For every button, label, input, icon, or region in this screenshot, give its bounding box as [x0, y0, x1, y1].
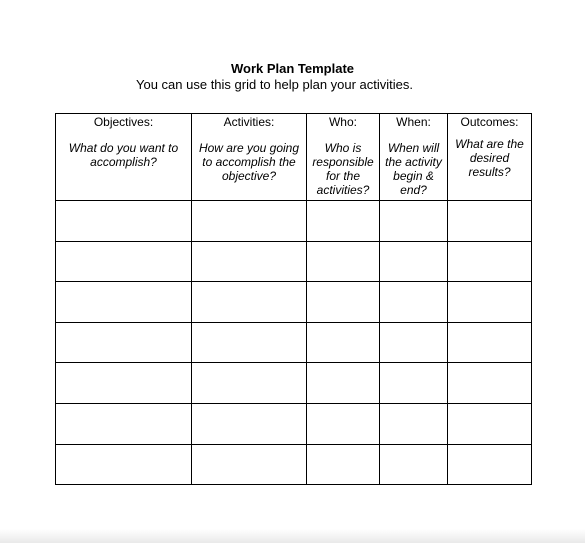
activity-cell[interactable] — [192, 403, 307, 444]
work-plan-grid — [55, 113, 532, 485]
column-heading: Who: — [328, 115, 357, 129]
objective-cell[interactable] — [56, 444, 192, 485]
who-cell[interactable] — [307, 282, 380, 323]
when-cell[interactable] — [380, 241, 448, 282]
page-bottom-shadow — [0, 529, 585, 543]
when-cell[interactable] — [380, 403, 448, 444]
outcome-cell[interactable] — [448, 322, 532, 363]
when-cell[interactable] — [380, 282, 448, 323]
when-cell[interactable] — [380, 444, 448, 485]
activity-cell[interactable] — [192, 444, 307, 485]
column-question: When will the activity begin & end? — [385, 141, 442, 197]
outcome-cell[interactable] — [448, 201, 532, 242]
activity-cell[interactable] — [192, 363, 307, 404]
when-cell[interactable] — [380, 322, 448, 363]
who-cell[interactable] — [307, 363, 380, 404]
column-question: What do you want to accomplish? — [68, 141, 179, 169]
objective-cell[interactable] — [56, 201, 192, 242]
who-cell[interactable] — [307, 201, 380, 242]
outcome-cell[interactable] — [448, 444, 532, 485]
column-who — [307, 114, 380, 201]
table-row — [56, 363, 532, 404]
column-question: Who is responsible for the activities? — [312, 141, 374, 197]
outcome-cell[interactable] — [448, 403, 532, 444]
activity-cell[interactable] — [192, 322, 307, 363]
column-activities — [192, 114, 307, 201]
table-row — [56, 241, 532, 282]
objective-cell[interactable] — [56, 403, 192, 444]
column-question: What are the desired results? — [455, 137, 524, 179]
document-subtitle: You can use this grid to help plan your activities. — [136, 77, 414, 92]
table-row — [56, 322, 532, 363]
when-cell[interactable] — [380, 363, 448, 404]
column-heading: When: — [396, 115, 431, 129]
table-row — [56, 201, 532, 242]
column-heading: Outcomes: — [460, 115, 519, 129]
who-cell[interactable] — [307, 444, 380, 485]
column-question: How are you going to accomplish the objective? — [198, 141, 300, 183]
who-cell[interactable] — [307, 322, 380, 363]
outcome-cell[interactable] — [448, 282, 532, 323]
column-heading: Activities: — [223, 115, 275, 129]
grid-header-row — [56, 114, 532, 201]
objective-cell[interactable] — [56, 363, 192, 404]
outcome-cell[interactable] — [448, 241, 532, 282]
who-cell[interactable] — [307, 241, 380, 282]
table-row — [56, 444, 532, 485]
objective-cell[interactable] — [56, 282, 192, 323]
column-heading: Objectives: — [93, 115, 154, 129]
objective-cell[interactable] — [56, 241, 192, 282]
table-row — [56, 403, 532, 444]
table-row — [56, 282, 532, 323]
activity-cell[interactable] — [192, 282, 307, 323]
activity-cell[interactable] — [192, 241, 307, 282]
when-cell[interactable] — [380, 201, 448, 242]
objective-cell[interactable] — [56, 322, 192, 363]
column-objectives — [56, 114, 192, 201]
activity-cell[interactable] — [192, 201, 307, 242]
column-outcomes — [448, 114, 532, 201]
column-when — [380, 114, 448, 201]
document-title: Work Plan Template — [230, 61, 355, 76]
outcome-cell[interactable] — [448, 363, 532, 404]
who-cell[interactable] — [307, 403, 380, 444]
